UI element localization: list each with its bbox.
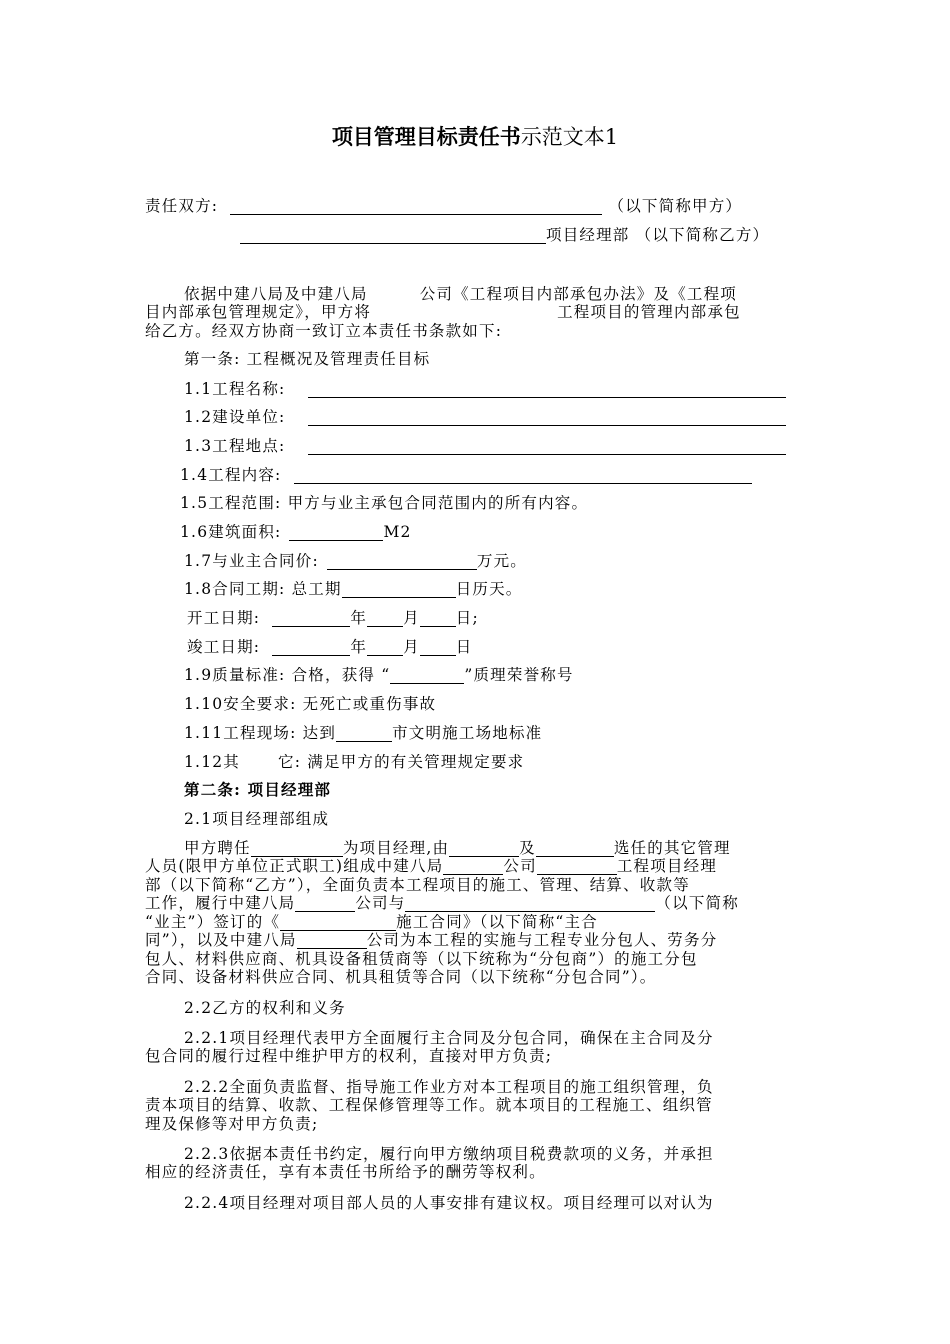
para-2-1-line-1 [184, 839, 731, 857]
owner-blank [405, 895, 655, 912]
contract-name-blank [280, 914, 396, 931]
item-1-9 [184, 666, 574, 684]
item-1-6 [180, 523, 412, 541]
intro-text: 工程项目的管理内部承包 [557, 303, 741, 321]
item-1-12 [184, 753, 524, 771]
para-text: “业主”）签订的《 [145, 913, 281, 931]
year-text: 年 [350, 609, 368, 627]
duration-blank [342, 581, 456, 598]
clause-2-2-4-line-1: 2.2.4项目经理对项目部人员的人事安排有建议权。项目经理可以对认为 [184, 1194, 714, 1212]
para-text: 工程项目经理 [616, 857, 718, 875]
para-text: 为项目经理,由 [342, 839, 450, 857]
para-text: 公司 [503, 857, 537, 875]
item-label: 1.1工程名称: [184, 380, 286, 398]
month-text: 月 [403, 609, 420, 627]
end-date-line [187, 638, 472, 656]
party-b-blank [240, 227, 546, 244]
para-text: 人员(限甲方单位正式职工)组成中建八局 [145, 857, 444, 875]
honor-blank [390, 667, 464, 684]
article-1-heading: 第一条: 工程概况及管理责任目标 [184, 350, 431, 368]
item-label: 开工日期: [187, 609, 261, 627]
content-blank [294, 467, 752, 484]
clause-2-2-2-line-1: 2.2.2全面负责监督、指导施工作业方对本工程项目的施工组织管理，负 [184, 1078, 714, 1096]
item-1-3 [184, 437, 786, 455]
item-1-7 [184, 552, 527, 570]
contract-price-blank [327, 553, 477, 570]
title-bold-part: 项目管理目标责任书 [331, 124, 521, 149]
item-text: 市文明施工场地标准 [392, 724, 543, 742]
clause-2-2-3-line-2: 相应的经济责任，享有本责任书所给予的酬劳等权利。 [145, 1163, 546, 1181]
party-b-suffix: 项目经理部 （以下简称乙方） [546, 226, 770, 244]
section-2-1: 2.1项目经理部组成 [184, 810, 330, 828]
item-label: 1.6建筑面积: [180, 523, 282, 541]
para-text: 同”），以及中建八局 [145, 931, 297, 949]
intro-text: 公司《工程项目内部承包办法》及《工程项 [419, 285, 738, 303]
para-text: 公司与 [355, 894, 406, 912]
month-text: 月 [403, 638, 420, 656]
item-1-10: 1.10安全要求: 无死亡或重伤事故 [184, 695, 437, 713]
item-text: ”质理荣誉称号 [464, 666, 574, 684]
project-blank-1 [537, 858, 617, 875]
title-normal-part: 示范文本1 [520, 125, 619, 149]
clause-2-2-3-line-1: 2.2.3依据本责任书约定，履行向甲方缴纳项目税费款项的义务，并承担 [184, 1145, 714, 1163]
item-1-5: 1.5工程范围: 甲方与业主承包合同范围内的所有内容。 [180, 494, 589, 512]
para-text: （以下简称 [655, 894, 739, 912]
appointer-blank-1 [449, 840, 519, 857]
city-blank [336, 725, 392, 742]
location-blank [308, 438, 786, 455]
item-label: 1.11工程现场: 达到 [184, 724, 337, 742]
item-label: 竣工日期: [187, 638, 261, 656]
para-2-1-line-7: 包人、材料供应商、机具设备租赁商等（以下统称为“分包商”）的施工分包 [145, 950, 698, 968]
para-text: 甲方聘任 [184, 839, 251, 857]
party-a-line [145, 197, 742, 215]
item-1-1 [184, 380, 786, 398]
item-label: 1.12其 [184, 753, 241, 771]
para-2-1-line-8: 合同、设备材料供应合同、机具租赁等合同（以下统称“分包合同”）。 [145, 968, 657, 986]
party-a-suffix: （以下简称甲方） [608, 197, 743, 215]
item-label: 1.4工程内容: [180, 466, 282, 484]
start-year-blank [272, 610, 350, 627]
para-2-1-line-3: 部（以下简称“乙方”），全面负责本工程项目的施工、管理、结算、收款等 [145, 876, 690, 894]
para-2-1-line-5 [145, 913, 598, 931]
party-a-blank [230, 198, 602, 215]
end-day-blank [420, 639, 456, 656]
item-1-11 [184, 724, 542, 742]
para-2-1-line-2 [145, 857, 717, 875]
clause-2-2-1-line-1: 2.2.1项目经理代表甲方全面履行主合同及分包合同，确保在主合同及分 [184, 1029, 714, 1047]
para-text: 及 [519, 839, 536, 857]
clause-2-2-2-line-2: 责本项目的结算、收款、工程保修管理等工作。就本项目的工程施工、组织管 [145, 1096, 713, 1114]
intro-text: 依据中建八局及中建八局 [184, 285, 368, 303]
item-label: 1.9质量标准: 合格，获得 “ [184, 666, 391, 684]
intro-text: 目内部承包管理规定》，甲方将 [145, 303, 372, 321]
item-label: 1.2建设单位: [184, 408, 286, 426]
branch-blank-3 [297, 932, 367, 949]
branch-blank-2 [295, 895, 355, 912]
para-2-1-line-6 [145, 931, 717, 949]
item-label: 1.3工程地点: [184, 437, 286, 455]
unit-text: M2 [383, 523, 412, 541]
para-2-1-line-4 [145, 894, 739, 912]
day-text: 日 [455, 638, 473, 656]
branch-blank-1 [443, 858, 503, 875]
start-month-blank [367, 610, 403, 627]
party-b-line [240, 226, 769, 244]
section-2-2: 2.2乙方的权利和义务 [184, 999, 346, 1017]
appointer-blank-2 [536, 840, 614, 857]
area-blank [289, 524, 383, 541]
start-day-blank [420, 610, 456, 627]
intro-text: 给乙方。经双方协商一致订立本责任书条款如下: [145, 322, 503, 340]
parties-label: 责任双方: [145, 197, 219, 215]
unit-text: 万元。 [476, 552, 527, 570]
project-name-blank [308, 381, 786, 398]
clause-2-2-1-line-2: 包合同的履行过程中维护甲方的权利，直接对甲方负责; [145, 1047, 553, 1065]
para-text: 工作，履行中建八局 [145, 894, 296, 912]
manager-blank [251, 840, 343, 857]
start-date-line [187, 609, 479, 627]
article-2-heading: 第二条: 项目经理部 [184, 780, 332, 799]
item-1-2 [184, 408, 786, 426]
unit-text: 日历天。 [455, 580, 523, 598]
para-text: 公司为本工程的实施与工程专业分包人、劳务分 [366, 931, 718, 949]
end-month-blank [367, 639, 403, 656]
intro-line-2 [145, 303, 741, 321]
developer-blank [308, 409, 786, 426]
clause-2-2-2-line-3: 理及保修等对甲方负责; [145, 1115, 319, 1133]
item-1-4 [180, 466, 752, 484]
para-text: 施工合同》（以下简称“主合 [396, 913, 598, 931]
item-label: 1.7与业主合同价: [184, 552, 319, 570]
item-label: 1.8合同工期: 总工期 [184, 580, 342, 598]
end-year-blank [272, 639, 350, 656]
item-1-8 [184, 580, 523, 598]
year-text: 年 [350, 638, 368, 656]
day-text: 日; [455, 609, 479, 627]
intro-line-3 [145, 322, 502, 340]
intro-line-1 [184, 285, 737, 303]
document-title [0, 124, 950, 150]
para-text: 选任的其它管理 [613, 839, 731, 857]
item-text: 它: 满足甲方的有关管理规定要求 [278, 753, 525, 771]
